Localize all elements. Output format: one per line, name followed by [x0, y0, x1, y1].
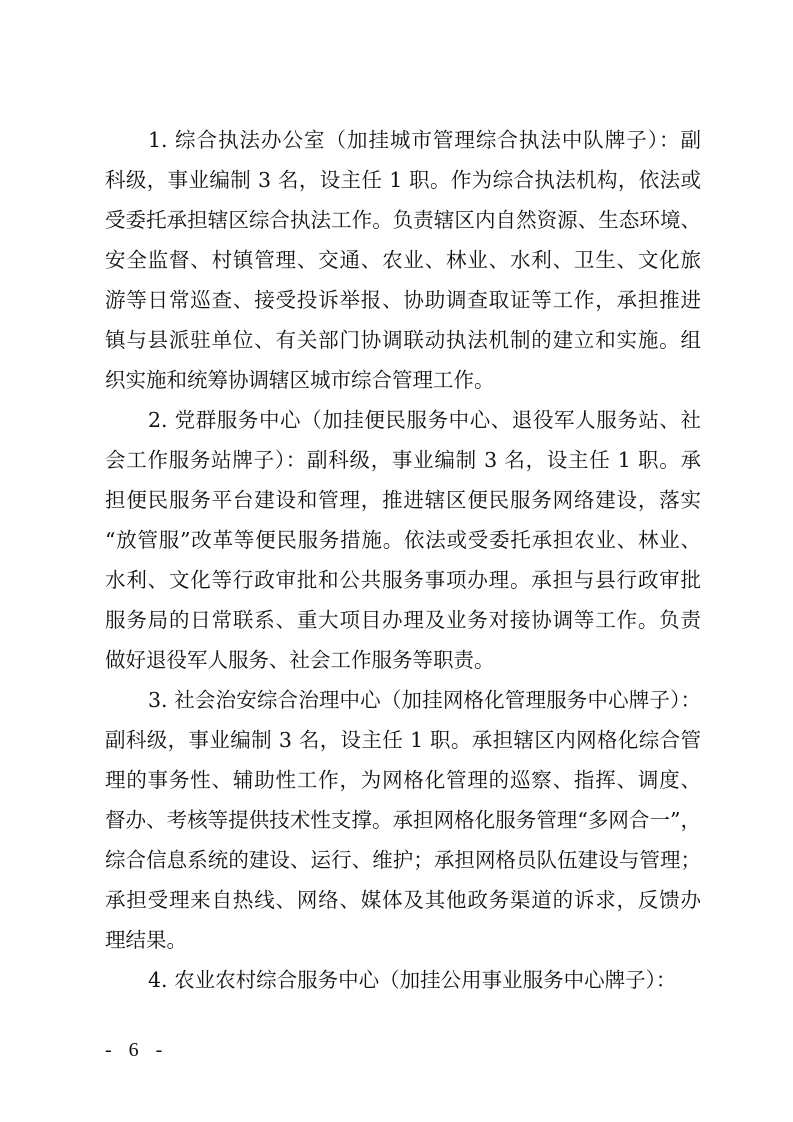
text-line: 3. 社会治安综合治理中心（加挂网格化管理服务中心牌子）： — [148, 688, 701, 712]
text-line: 科级，事业编制 3 名，设主任 1 职。作为综合执法机构，依法或 — [105, 168, 701, 192]
text-line: 4. 农业农村综合服务中心（加挂公用事业服务中心牌子）： — [148, 968, 677, 992]
text-line: 承担受理来自热线、网络、媒体及其他政务渠道的诉求，反馈办 — [105, 888, 701, 912]
text-line: 担便民服务平台建设和管理，推进辖区便民服务网络建设，落实 — [105, 488, 701, 512]
text-line: 镇与县派驻单位、有关部门协调联动执法机制的建立和实施。组 — [105, 328, 701, 352]
text-line: 综合信息系统的建设、运行、维护；承担网格员队伍建设与管理； — [105, 848, 701, 872]
paragraph-3 — [105, 680, 701, 960]
text-line: 理的事务性、辅助性工作，为网格化管理的巡察、指挥、调度、 — [105, 768, 701, 792]
text-line: 理结果。 — [105, 928, 187, 952]
text-line: 织实施和统筹协调辖区城市综合管理工作。 — [105, 368, 495, 392]
text-line: 督办、考核等提供技术性支撑。承担网格化服务管理“多网合一”， — [105, 808, 701, 832]
paragraph-2 — [105, 400, 701, 680]
text-line: 2. 党群服务中心（加挂便民服务中心、退役军人服务站、社 — [148, 408, 701, 432]
paragraph-4 — [105, 960, 701, 1000]
page-number: - 6 - — [105, 1039, 169, 1061]
paragraph-1 — [105, 120, 701, 400]
text-line: 安全监督、村镇管理、交通、农业、林业、水利、卫生、文化旅 — [105, 248, 701, 272]
text-line: “放管服”改革等便民服务措施。依法或受委托承担农业、林业、 — [105, 528, 701, 552]
text-line: 受委托承担辖区综合执法工作。负责辖区内自然资源、生态环境、 — [105, 208, 701, 232]
text-line: 1. 综合执法办公室（加挂城市管理综合执法中队牌子）：副 — [148, 128, 701, 152]
document-body — [105, 120, 701, 1000]
text-line: 会工作服务站牌子）：副科级，事业编制 3 名，设主任 1 职。承 — [105, 448, 701, 472]
text-line: 游等日常巡查、接受投诉举报、协助调查取证等工作，承担推进 — [105, 288, 701, 312]
text-line: 服务局的日常联系、重大项目办理及业务对接协调等工作。负责 — [105, 608, 701, 632]
text-line: 做好退役军人服务、社会工作服务等职责。 — [105, 648, 495, 672]
text-line: 水利、文化等行政审批和公共服务事项办理。承担与县行政审批 — [105, 568, 701, 592]
text-line: 副科级，事业编制 3 名，设主任 1 职。承担辖区内网格化综合管 — [105, 728, 701, 752]
